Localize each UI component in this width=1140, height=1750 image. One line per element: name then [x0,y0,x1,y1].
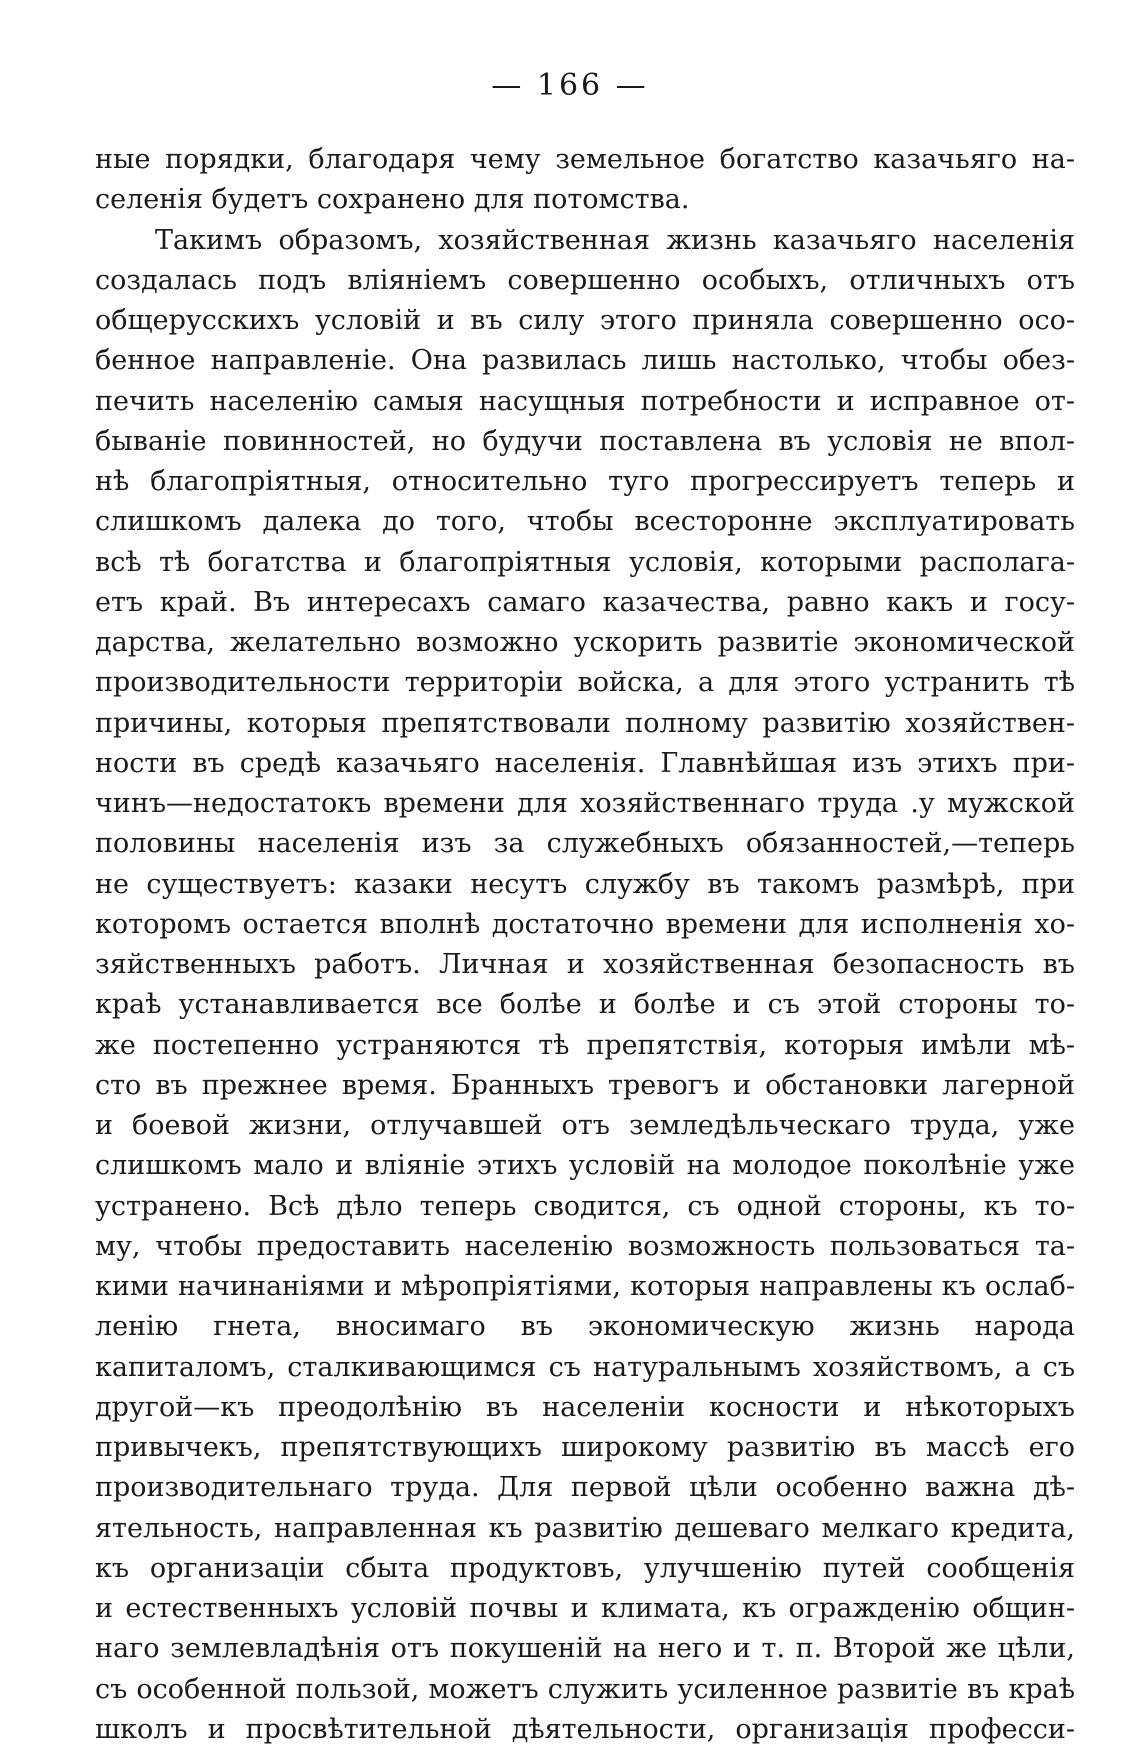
text-line: етъ край. Въ интересахъ самаго казачества, равно какъ и госу- [95,586,1075,618]
text-line: производительности территоріи войска, а для этого устранить тѣ [95,667,1075,699]
text-line: бываніе повинностей, но будучи поставлена въ условія не впол- [95,425,1075,457]
page-number: — 166 — [491,68,649,103]
text-line: слишкомъ мало и вліяніе этихъ условій на молодое поколѣніе уже [95,1150,1075,1182]
text-line: создалась подъ вліяніемъ совершенно особыхъ, отличныхъ отъ [95,264,1075,296]
text-line: устранено. Всѣ дѣло теперь сводится, съ одной стороны, къ то- [95,1190,1075,1222]
text-line: селенія будетъ сохранено для потомства. [95,184,690,216]
text-line: привычекъ, препятствующихъ широкому развитію въ массѣ его [95,1432,1075,1463]
text-line: ности въ средѣ казачьяго населенія. Главнѣйшая изъ этихъ при- [95,747,1075,779]
text-line: и боевой жизни, отлучавшей отъ земледѣльческаго труда, уже [95,1110,1075,1141]
text-line: всѣ тѣ богатства и благопріятныя условія, которыми располага- [95,546,1075,578]
text-line: съ особенной пользой, можетъ служить усиленное развитіе въ краѣ [95,1673,1075,1705]
text-line: ленію гнета, вносимаго въ экономическую жизнь народа [95,1311,1075,1343]
text-line: му, чтобы предоставить населенію возможность пользоваться та- [95,1230,1075,1262]
text-line: краѣ устанавливается все болѣе и болѣе и съ этой стороны то- [95,989,1075,1021]
text-line: къ организаціи сбыта продуктовъ, улучшенію путей сообщенія [95,1552,1075,1584]
text-line: сто въ прежнее время. Бранныхъ тревогъ и обстановки лагерной [95,1069,1075,1101]
text-line: кими начинаніями и мѣропріятіями, которыя направлены къ ослаб- [95,1271,1075,1302]
text-line: общерусскихъ условій и въ силу этого приняла совершенно осо- [95,305,1075,336]
text-line: причины, которыя препятствовали полному развитію хозяйствен- [95,707,1075,739]
text-line: наго землевладѣнія отъ покушеній на него и т. п. Второй же цѣли, [95,1633,1075,1665]
text-line: ные порядки, благодаря чему земельное богатство казачьяго на- [95,144,1075,175]
text-line: половины населенія изъ за служебныхъ обязанностей,—теперь [95,828,1075,860]
text-line: капиталомъ, сталкивающимся съ натуральнымъ хозяйствомъ, а съ [95,1351,1075,1383]
text-line: печить населенію самыя насущныя потребности и исправное от- [95,385,1075,417]
text-line: Такимъ образомъ, хозяйственная жизнь казачьяго населенія [155,224,1075,256]
text-line: нѣ благопріятныя, относительно туго прогрессируетъ теперь и [95,466,1075,497]
text-line: же постепенно устраняются тѣ препятствія, которыя имѣли мѣ- [95,1029,1075,1061]
body-text [95,140,1075,1750]
text-line: ятельность, направленная къ развитію дешеваго мелкаго кредита, [95,1512,1075,1544]
text-line: школъ и просвѣтительной дѣятельности, организація професси- [95,1713,1075,1745]
text-line: зяйственныхъ работъ. Личная и хозяйственная безопасность въ [95,949,1075,980]
text-line: не существуетъ: казаки несутъ службу въ такомъ размѣрѣ, при [95,868,1075,900]
text-line: которомъ остается вполнѣ достаточно времени для исполненія хо- [95,908,1075,940]
text-line: и естественныхъ условій почвы и климата, къ огражденію общин- [95,1593,1075,1624]
text-line: дарства, желательно возможно ускорить развитіе экономической [95,627,1075,658]
text-line: производительнаго труда. Для первой цѣли особенно важна дѣ- [95,1472,1075,1504]
text-line: бенное направленіе. Она развилась лишь настолько, чтобы обез- [95,345,1075,377]
text-line: слишкомъ далека до того, чтобы всесторонне эксплуатировать [95,506,1075,538]
text-line: другой—къ преодолѣнію въ населеніи косности и нѣкоторыхъ [95,1391,1075,1423]
text-line: чинъ—недостатокъ времени для хозяйственнаго труда .у мужской [95,788,1075,819]
